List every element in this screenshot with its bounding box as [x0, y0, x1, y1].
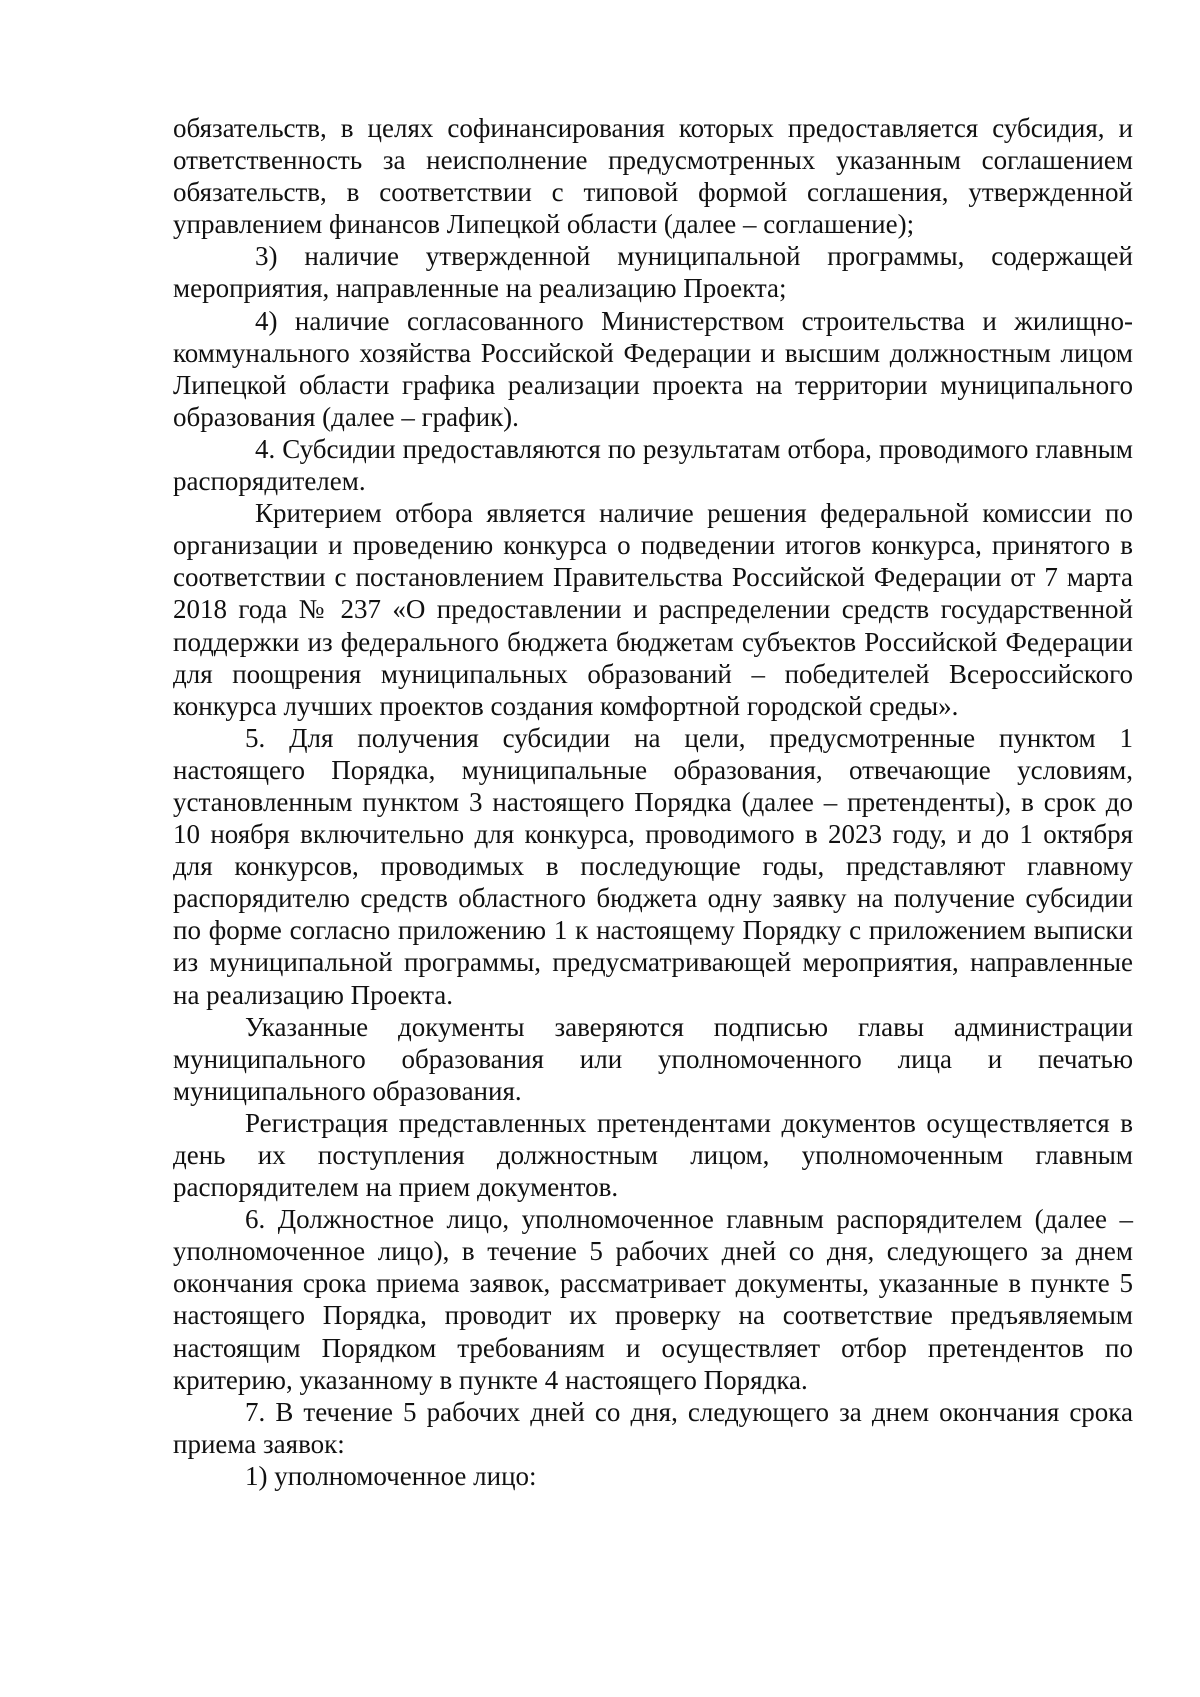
paragraph-item-7: 7. В течение 5 рабочих дней со дня, следующего за днем окончания срока приема заявок: [173, 1396, 1133, 1459]
paragraph-selection-criterion: Критерием отбора является наличие решения федеральной комиссии по организации и проведению конкурса о подведении итогов конкурса, принятого в соответствии с постановлением Правительства Российской Федерации от 7 марта 2018 года № 237 «О предоставлении и распределении средств государственной поддержки из федерального бюджета бюджетам субъектов Российской Федерации для поощрения муниципальных образований – победителей Всероссийского конкурса лучших проектов создания комфортной городской среды». [173, 498, 1133, 721]
paragraph-obligations: обязательств, в целях софинансирования которых предоставляется субсидия, и ответственность за неисполнение предусмотренных указанным соглашением обязательств, в соответствии с типовой формой соглашения, утвержденной управлением финансов Липецкой области (далее – соглашение); [173, 113, 1133, 240]
paragraph-subitem-1: 1) уполномоченное лицо: [245, 1460, 537, 1491]
paragraph-registration: Регистрация представленных претендентами документов осуществляется в день их поступления должностным лицом, уполномоченным главным распорядителем на прием документов. [173, 1107, 1133, 1203]
paragraph-condition-4: 4) наличие согласованного Министерством строительства и жилищно-коммунального хозяйства Российской Федерации и высшим должностным лицом Липецкой области графика реализации проекта на территории муниципального образования (далее – график). [173, 305, 1133, 432]
paragraph-item-6: 6. Должностное лицо, уполномоченное главным распорядителем (далее – уполномоченное лицо), в течение 5 рабочих дней со дня, следующего за днем окончания срока приема заявок, рассматривает документы, указанные в пункте 5 настоящего Порядка, проводит их проверку на соответствие предъявляемым настоящим Порядком требованиям и осуществляет отбор претендентов по критерию, указанному в пункте 4 настоящего Порядка. [173, 1204, 1133, 1395]
paragraph-item-4: 4. Субсидии предоставляются по результатам отбора, проводимого главным распорядителем. [173, 433, 1133, 497]
paragraph-item-5: 5. Для получения субсидии на цели, предусмотренные пунктом 1 настоящего Порядка, муниципальные образования, отвечающие условиям, установленным пунктом 3 настоящего Порядка (далее – претенденты), в срок до 10 ноября включительно для конкурса, проводимого в 2023 году, и до 1 октября для конкурсов, проводимых в последующие годы, представляют главному распорядителю средств областного бюджета одну заявку на получение субсидии по форме согласно приложению 1 к настоящему Порядку с приложением выписки из муниципальной программы, предусматривающей мероприятия, направленные на реализацию Проекта. [173, 722, 1133, 1010]
paragraph-condition-3: 3) наличие утвержденной муниципальной программы, содержащей мероприятия, направленные на реализацию Проекта; [173, 241, 1133, 304]
document-page [173, 112, 1133, 1492]
paragraph-documents-certification: Указанные документы заверяются подписью главы администрации муниципального образования или уполномоченного лица и печатью муниципального образования. [173, 1011, 1133, 1106]
